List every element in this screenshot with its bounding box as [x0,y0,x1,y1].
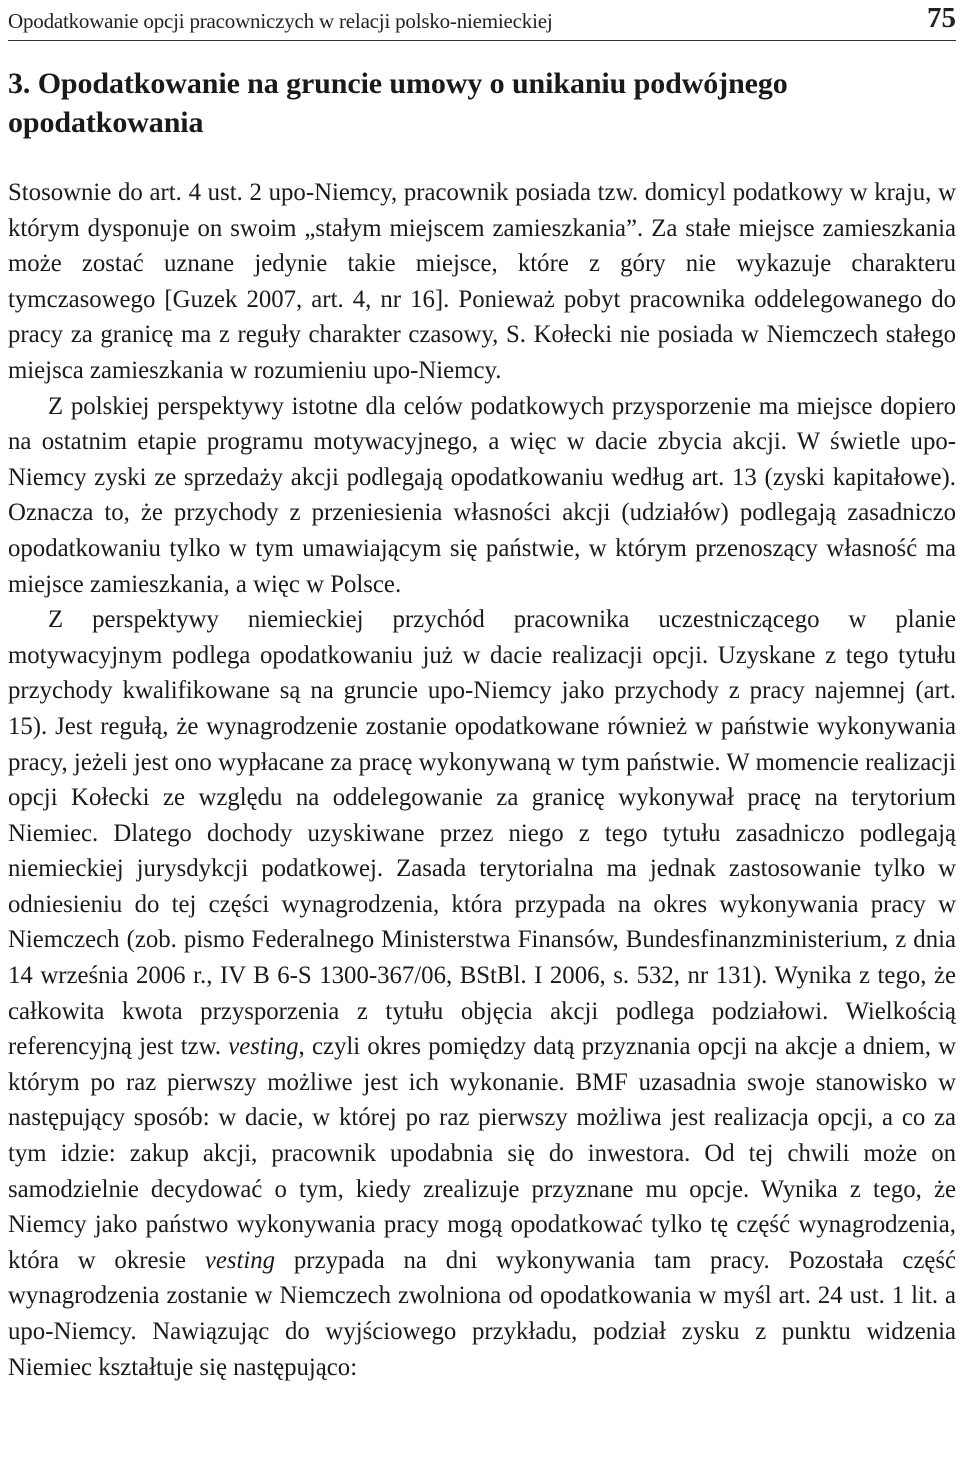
body-text [8,175,956,1385]
paragraph-text-part: , czyli okres pomiędzy datą przyznania opcji na akcje a dniem, w którym po raz pierwszy możliwe jest ich wykonanie. BMF uzasadnia swoje stanowisko w następujący sposób: w dacie, w której po raz pierwszy możliwa jest realizacja opcji, a co za tym idzie: zakup akcji, pracownik upodabnia się do inwestora. Od tej chwili może on samodzielnie decydować o tym, kiedy zrealizuje przyznane mu opcje. Wynika z tego, że Niemcy jako państwo wykonywania pracy mogą opodatkować tylko tę część wynagrodzenia, która w okresie [8,1033,956,1274]
vesting-term: vesting [204,1246,276,1274]
paragraph-domicile: Stosownie do art. 4 ust. 2 upo-Niemcy, pracownik posiada tzw. domicyl podatkowy w kraju, w którym dysponuje on swoim „stałym miejscem zamieszkania”. Za stałe miejsce zamieszkania może zostać uznane jedynie takie miejsce, które z góry nie wykazuje charakteru tymczasowego [Guzek 2007, art. 4, nr 16]. Ponieważ pobyt pracownika oddelegowanego do pracy za granicę ma z reguły charakter czasowy, S. Kołecki nie posiada w Niemczech stałego miejsca zamieszkania w rozumieniu upo-Niemcy. [8,179,956,384]
paragraph-text-part: przypada na dni wykonywania tam pracy. Pozostała część wynagrodzenia zostanie w Niemczech zwolniona od opodatkowania w myśl art. 24 ust. 1 lit. a upo-Niemcy. Nawiązując do wyjściowego przykładu, podział zysku z punktu widzenia Niemiec kształtuje się następująco: [8,1246,956,1381]
paragraph-polish-perspective: Z polskiej perspektywy istotne dla celów podatkowych przysporzenie ma miejsce dopiero na ostatnim etapie programu motywacyjnego, a więc w dacie zbycia akcji. W świetle upo-Niemcy zyski ze sprzedaży akcji podlegają opodatkowaniu według art. 13 (zyski kapitałowe). Oznacza to, że przychody z przeniesienia własności akcji (udziałów) podlegają zasadniczo opodatkowaniu tylko w tym umawiającym się państwie, w którym przenoszący własność ma miejsce zamieszkania, a więc w Polsce. [8,392,956,598]
section-heading: 3. Opodatkowanie na gruncie umowy o unikaniu podwójnego opodatkowania [8,67,788,139]
paragraph-german-perspective [8,602,956,1385]
running-title: Opodatkowanie opcji pracowniczych w relacji polsko-niemieckiej [8,9,553,33]
running-header [8,2,956,41]
vesting-term: vesting [228,1033,299,1061]
document-page [8,0,956,1385]
page-number: 75 [927,2,956,34]
paragraph-text-part: Z perspektywy niemieckiej przychód pracownika uczestniczącego w planie motywacyjnym podlega opodatkowaniu już w dacie realizacji opcji. Uzyskane z tego tytułu przychody kwalifikowane są na gruncie upo-Niemcy jako przychody z pracy najemnej (art. 15). Jest regułą, że wynagrodzenie zostanie opodatkowane również w państwie wykonywania pracy, jeżeli jest ono wypłacane za pracę wykonywaną w tym państwie. W momencie realizacji opcji Kołecki ze względu na oddelegowanie za granicę wykonywał pracę na terytorium Niemiec. Dlatego dochody uzyskiwane przez niego z tego tytułu zasadniczo podlegają niemieckiej jurysdykcji podatkowej. Zasada terytorialna ma jednak zastosowanie tylko w odniesieniu do tej części wynagrodzenia, która przypada na okres wykonywania pracy w Niemczech (zob. pismo Federalnego Ministerstwa Finansów, Bundesfinanzministerium, z dnia 14 września 2006 r., IV B 6-S 1300-367/06, BStBl. I 2006, s. 532, nr 131). Wynika z tego, że całkowita kwota przysporzenia z tytułu objęcia akcji podlega podziałowi. Wielkością referencyjną jest tzw. [8,606,956,1061]
